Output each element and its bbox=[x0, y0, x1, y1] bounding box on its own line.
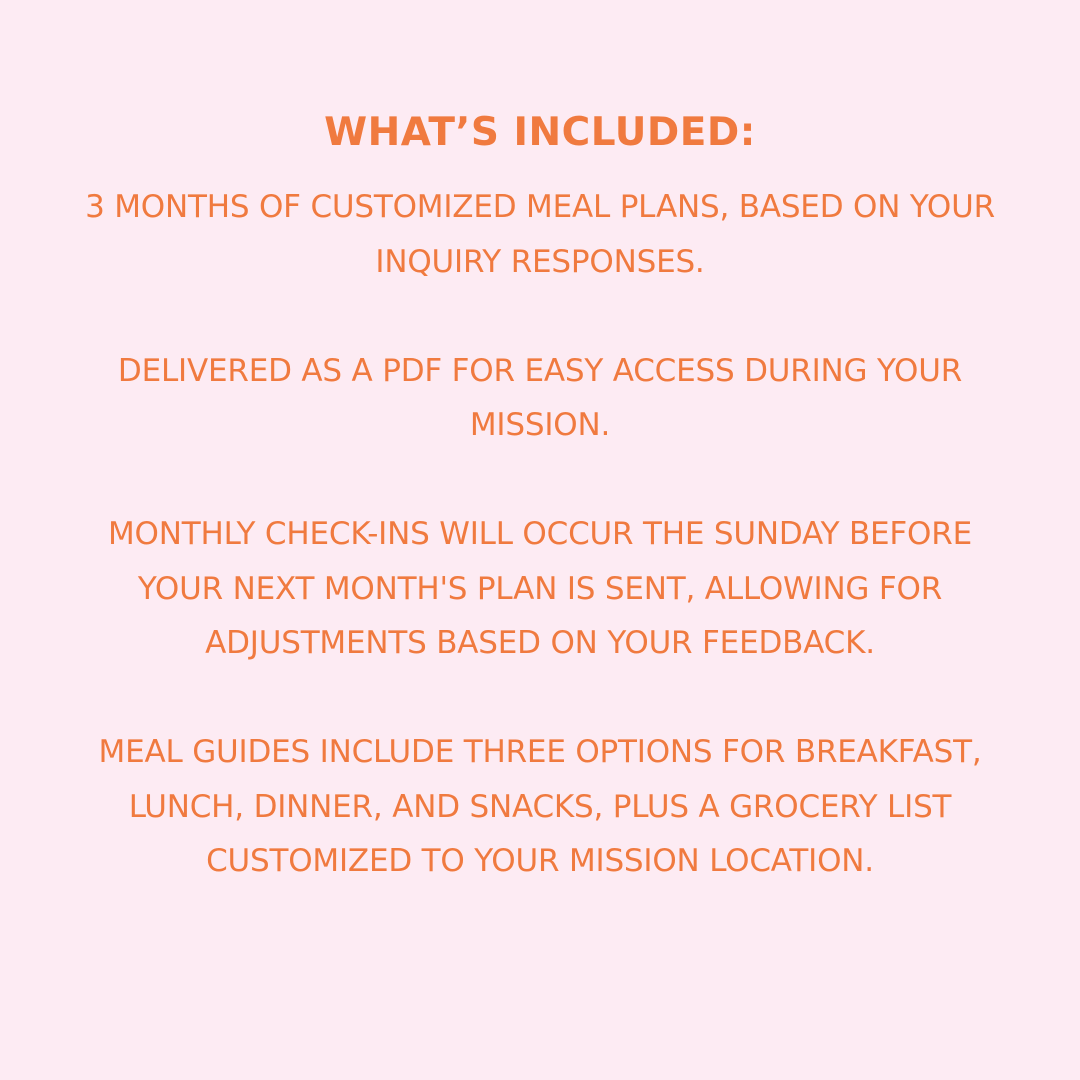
included-item-pdf-delivery: DELIVERED AS A PDF FOR EASY ACCESS DURING YOUR MISSION. bbox=[117, 352, 963, 443]
included-item-meal-plans: 3 MONTHS OF CUSTOMIZED MEAL PLANS, BASED ON YOUR INQUIRY RESPONSES. bbox=[85, 189, 995, 280]
included-item-meal-guides: MEAL GUIDES INCLUDE THREE OPTIONS FOR BREAKFAST, LUNCH, DINNER, AND SNACKS, PLUS A GROCERY LIST CUSTOMIZED TO YOUR MISSION LOCATION. bbox=[98, 734, 982, 879]
included-item-monthly-check-ins: MONTHLY CHECK-INS WILL OCCUR THE SUNDAY BEFORE YOUR NEXT MONTH'S PLAN IS SENT, ALLOWING FOR ADJUSTMENTS BASED ON YOUR FEEDBACK. bbox=[108, 516, 972, 661]
included-items-list bbox=[70, 180, 1010, 889]
page-title: WHAT’S INCLUDED: bbox=[324, 110, 756, 155]
